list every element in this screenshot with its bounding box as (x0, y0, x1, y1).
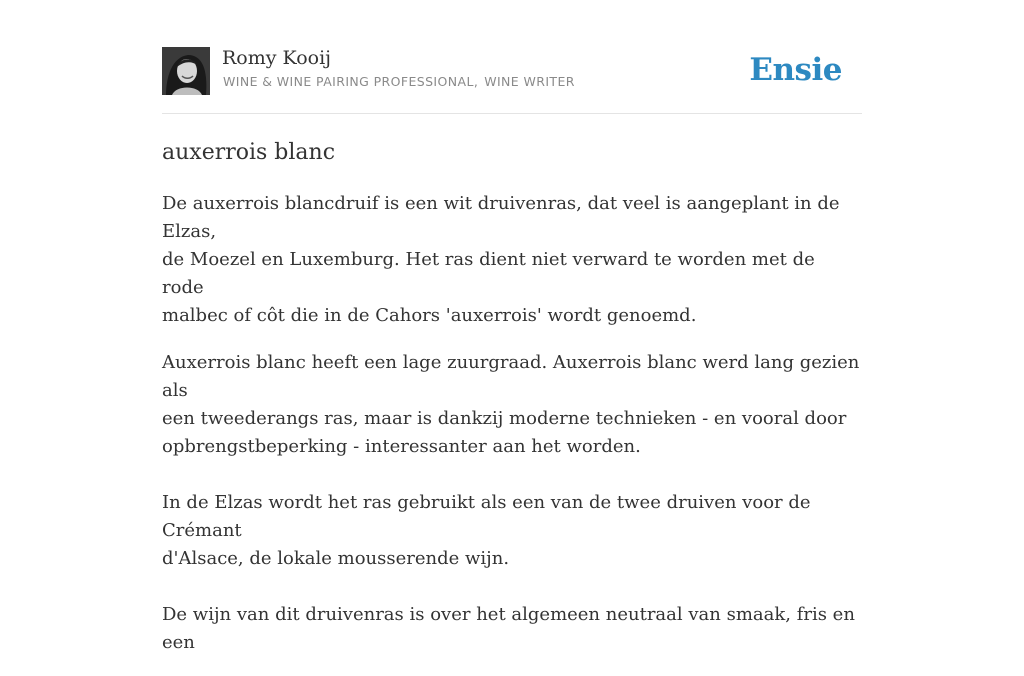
ensie-logo[interactable]: Ensie (749, 52, 842, 88)
header-divider (162, 113, 862, 114)
author-header (162, 46, 862, 96)
author-avatar[interactable] (162, 47, 210, 95)
article-paragraph: De auxerrois blancdruif is een wit druivenras, dat veel is aangeplant in de Elzas, de Moezel en Luxemburg. Het ras dient niet verward te worden met de rode malbec of côt die in de Cahors 'auxerrois' wordt genoemd. (162, 193, 840, 326)
author-role: WINE WRITER (484, 74, 575, 89)
author-roles (223, 74, 575, 90)
profile-photo-icon (162, 47, 210, 95)
page (162, 0, 862, 653)
article-paragraph: Auxerrois blanc heeft een lage zuurgraad. Auxerrois blanc werd lang gezien als een tweederangs ras, maar is dankzij moderne technieken - en vooral door opbrengstbeperking - interessanter aan het worden. In de Elzas wordt het ras gebruikt als een van de twee druiven voor de Crémant d'Alsace, de lokale mousserende wijn. De wijn van dit druivenras is over het algemeen neutraal van smaak, fris en een (162, 352, 860, 653)
author-role: WINE & WINE PAIRING PROFESSIONAL, (223, 74, 479, 89)
article-content (162, 190, 862, 676)
author-name[interactable]: Romy Kooij (222, 47, 332, 69)
article-title: auxerrois blanc (162, 140, 336, 165)
